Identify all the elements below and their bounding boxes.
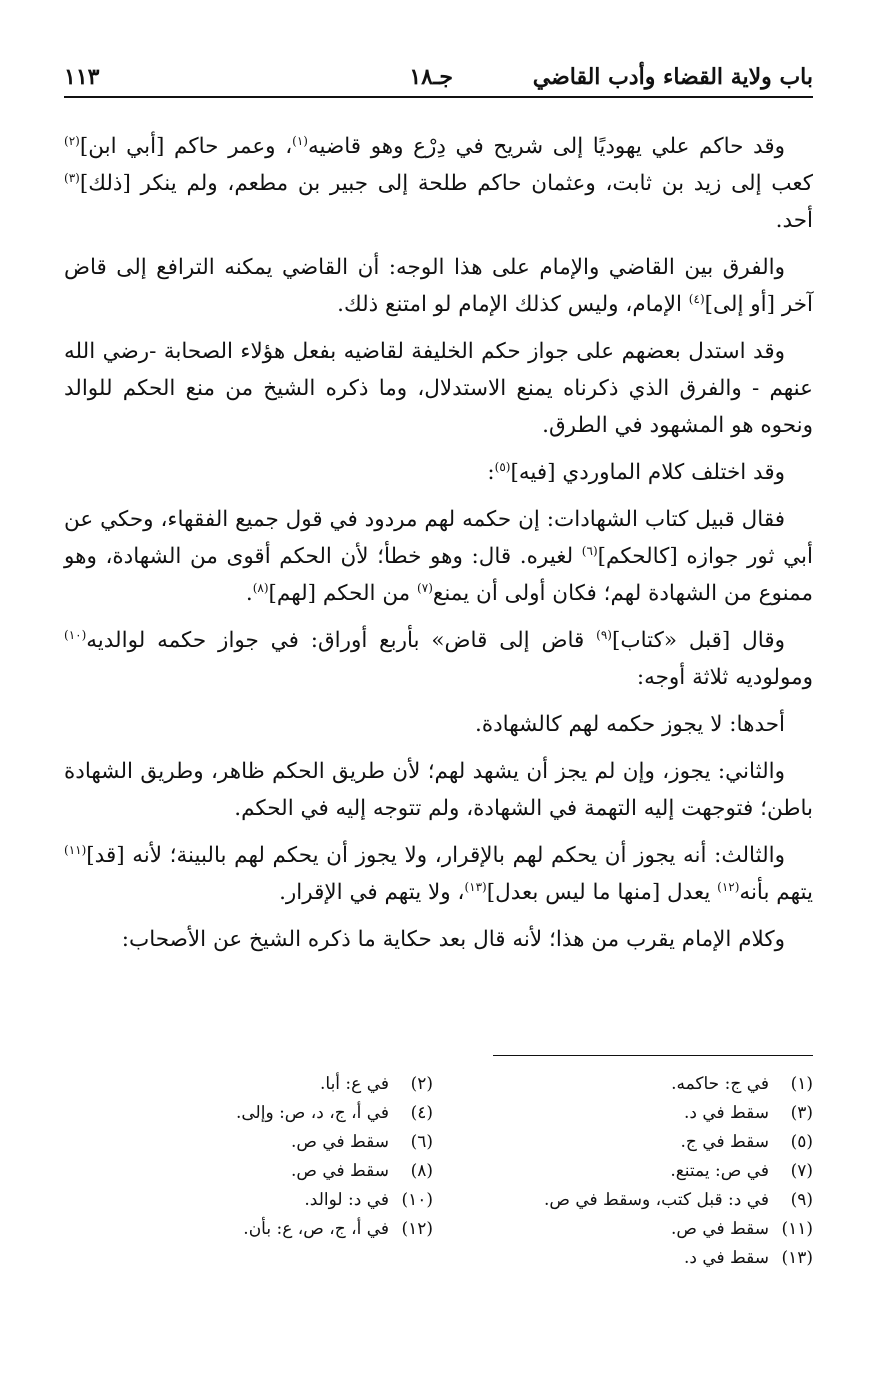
text-run: فقال قبيل كتاب الشهادات: إن حكمه لهم مردود في قول جميع الفقهاء، وحكي عن أبي ثور جوازه [كالحكم] bbox=[64, 507, 813, 569]
paragraph bbox=[64, 501, 813, 612]
footnote bbox=[513, 1070, 813, 1099]
text-run: وقد استدل بعضهم على جواز حكم الخليفة لقاضيه بفعل هؤلاء الصحابة -رضي الله عنهم - والفرق الذي ذكرناه يمنع الاستدلال، وما ذكره الشيخ من منع الحكم للوالد ونحوه هو المشهود في الطرق. bbox=[64, 339, 813, 438]
text-run: وقد حاكم علي يهوديًا إلى شريح في دِرْع وهو قاضيه bbox=[307, 134, 785, 159]
footnote bbox=[513, 1157, 813, 1186]
footnote-marker: (٩) bbox=[596, 627, 612, 642]
paragraph bbox=[64, 622, 813, 696]
footnote-marker: (١) bbox=[292, 133, 308, 148]
footnote-number: (٢) bbox=[410, 1074, 433, 1094]
footnote-separator bbox=[493, 1055, 813, 1056]
footnote-text: في ج: حاكمه. bbox=[671, 1074, 769, 1094]
footnote-marker: (١٠) bbox=[64, 627, 87, 642]
footnote bbox=[513, 1186, 813, 1215]
footnote bbox=[133, 1186, 433, 1215]
footnote-text: في ع: أبا. bbox=[319, 1074, 389, 1094]
footnote-marker: (١٢) bbox=[717, 879, 740, 894]
footnote-marker: (١٣) bbox=[464, 879, 487, 894]
footnote-marker: (٧) bbox=[417, 580, 433, 595]
footnote-number: (٩) bbox=[790, 1190, 813, 1210]
paragraph bbox=[64, 706, 813, 743]
footnote-text: في د: قبل كتب، وسقط في ص. bbox=[544, 1190, 769, 1210]
footnote-marker: (١١) bbox=[64, 842, 87, 857]
footnote-marker: (٦) bbox=[581, 543, 598, 558]
chapter-title: باب ولاية القضاء وأدب القاضي bbox=[532, 64, 813, 90]
footnote bbox=[133, 1070, 433, 1099]
paragraph bbox=[64, 249, 813, 323]
text-run: ، وعمر حاكم [أبي ابن] bbox=[79, 134, 293, 159]
text-run: يعدل [منها ما ليس بعدل] bbox=[486, 880, 718, 905]
footnote-text: في د: لوالد. bbox=[304, 1190, 389, 1210]
text-run: وقال [قبل «كتاب] bbox=[611, 628, 785, 653]
footnote-text: سقط في ج. bbox=[680, 1132, 769, 1152]
footnote-text: سقط في ص. bbox=[670, 1219, 769, 1239]
paragraph bbox=[64, 128, 813, 239]
text-run: من الحكم [لهم] bbox=[268, 581, 418, 606]
text-run: ، ولا يتهم في الإقرار. bbox=[279, 880, 465, 905]
text-run: والثاني: يجوز، وإن لم يجز أن يشهد لهم؛ لأن طريق الحكم ظاهر، وطريق الشهادة باطن؛ فتوجهت إليه التهمة في الشهادة، ولم تتوجه إليه في الحكم. bbox=[64, 759, 813, 821]
text-run: أحدها: لا يجوز حكمه لهم كالشهادة. bbox=[474, 712, 785, 737]
text-run: قاض إلى قاض» بأربع أوراق: في جواز حكمه لوالديه bbox=[86, 628, 597, 653]
footnote bbox=[133, 1157, 433, 1186]
text-run: لغيره. قال: وهو خطأ؛ لأن الحكم أقوى من الشهادة، وهو ممنوع من الشهادة لهم؛ فكان أولى أن يمنع bbox=[64, 544, 813, 606]
footnote-number: (٨) bbox=[410, 1161, 433, 1181]
footnote-number: (٤) bbox=[410, 1103, 433, 1123]
footnote-number: (١٢) bbox=[401, 1219, 433, 1239]
text-run: كعب إلى زيد بن ثابت، وعثمان حاكم طلحة إلى جبير بن مطعم، ولم ينكر [ذلك] bbox=[79, 171, 813, 196]
text-run: ومولوديه ثلاثة أوجه: bbox=[636, 665, 813, 690]
footnote-text: في أ، ج، ص، ع: بأن. bbox=[243, 1219, 389, 1239]
footnotes-right-column bbox=[513, 1070, 813, 1273]
paragraph bbox=[64, 454, 813, 491]
footnote-text: سقط في د. bbox=[683, 1103, 769, 1123]
footnote-text: في ص: يمتنع. bbox=[670, 1161, 769, 1181]
footnote-number: (١) bbox=[790, 1074, 813, 1094]
paragraph bbox=[64, 921, 813, 958]
footnote bbox=[513, 1215, 813, 1244]
footnote bbox=[513, 1244, 813, 1273]
footnote-marker: (٣) bbox=[64, 170, 80, 185]
text-run: يتهم بأنه bbox=[739, 880, 813, 905]
footnotes-left-column bbox=[133, 1070, 433, 1273]
footnote-number: (٦) bbox=[410, 1132, 433, 1152]
footnote-number: (١١) bbox=[781, 1219, 813, 1239]
volume-label: جـ١٨ bbox=[409, 64, 453, 90]
footnote-marker: (٢) bbox=[64, 133, 80, 148]
paragraph bbox=[64, 753, 813, 827]
footnote-marker: (٨) bbox=[252, 580, 269, 595]
footnote bbox=[513, 1128, 813, 1157]
footnotes-grid bbox=[64, 1070, 813, 1273]
footnote-number: (٧) bbox=[790, 1161, 813, 1181]
footnote-text: سقط في ص. bbox=[290, 1161, 389, 1181]
text-run: والثالث: أنه يجوز أن يحكم لهم بالإقرار، ولا يجوز أن يحكم لهم بالبينة؛ لأنه [قد] bbox=[86, 843, 785, 868]
page-number: ١١٣ bbox=[64, 64, 100, 90]
footnote-marker: (٥) bbox=[494, 459, 511, 474]
footnote-marker: (٤) bbox=[688, 291, 705, 306]
paragraph bbox=[64, 837, 813, 911]
footnote-number: (٥) bbox=[790, 1132, 813, 1152]
text-run: وقد اختلف كلام الماوردي [فيه] bbox=[510, 460, 785, 485]
main-text bbox=[64, 128, 813, 968]
text-run: الإمام، وليس كذلك الإمام لو امتنع ذلك. bbox=[337, 292, 689, 317]
footnote-text: في أ، ج، د، ص: وإلى. bbox=[235, 1103, 389, 1123]
text-run: أحد. bbox=[775, 208, 813, 233]
text-run: : bbox=[487, 460, 495, 485]
footnote-number: (١٠) bbox=[401, 1190, 433, 1210]
footnote-number: (٣) bbox=[790, 1103, 813, 1123]
footnote bbox=[133, 1099, 433, 1128]
footnote bbox=[513, 1099, 813, 1128]
footnote-number: (١٣) bbox=[781, 1248, 813, 1268]
running-header bbox=[64, 52, 813, 98]
paragraph bbox=[64, 333, 813, 444]
footnote bbox=[133, 1128, 433, 1157]
text-run: . bbox=[245, 581, 253, 606]
footnotes bbox=[64, 1055, 813, 1273]
text-run: وكلام الإمام يقرب من هذا؛ لأنه قال بعد حكاية ما ذكره الشيخ عن الأصحاب: bbox=[121, 927, 785, 952]
text-run: والفرق بين القاضي والإمام على هذا الوجه: أن القاضي يمكنه الترافع إلى قاض آخر [أو إلى] bbox=[64, 255, 813, 317]
footnote bbox=[133, 1215, 433, 1244]
footnote-text: سقط في د. bbox=[683, 1248, 769, 1268]
footnote-text: سقط في ص. bbox=[290, 1132, 389, 1152]
